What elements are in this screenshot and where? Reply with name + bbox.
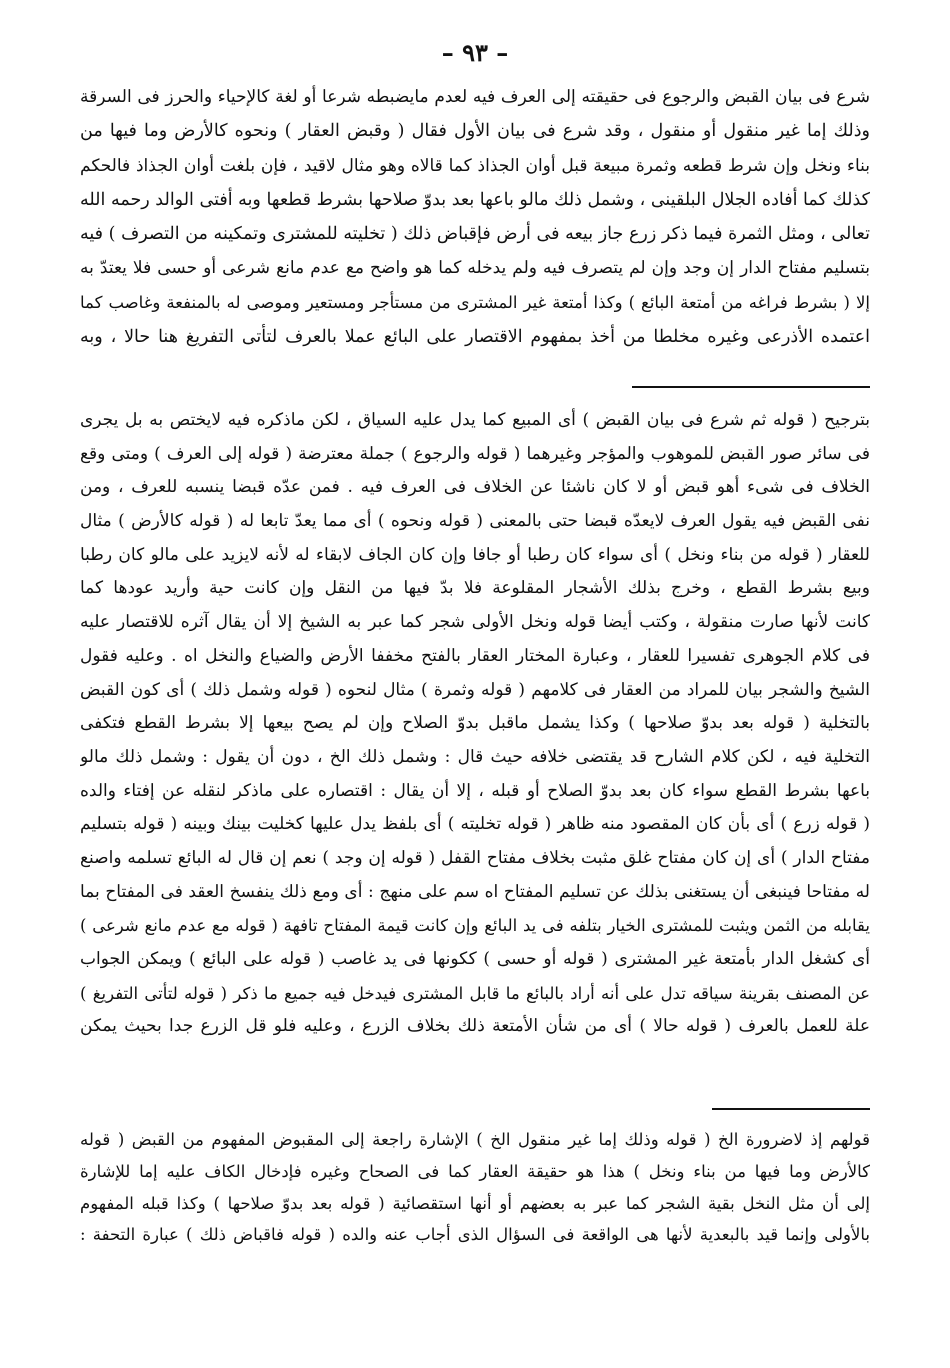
commentary-line: نفى القبض فيه يقول العرف لايعدّه قبضا حتى بالمعنى ( قوله ونحوه ) أى مما يعدّ تابعا له ( قوله كالأرض ) مثال [80,511,870,532]
separator-line [632,386,870,388]
footnote-line: كالأرض وما فيها من بناء ونخل ) هذا هو حقيقة العقار كما فى الصحاح وغيره فإدخال الكاف عليه إما للإشارة [80,1161,870,1181]
footnote-block [80,1124,870,1251]
footnote-line: إلى أن مثل النخل بقية الشجر كما عبر به بعضهم أو أنها استقصائية ( قوله بعد بدوّ صلاحها ) وكذا قبله المفهوم [80,1193,870,1213]
commentary-line: أى كشغل الدار بأمتعة غير المشترى ( قوله أو حسى ) ككونها فى يد غاصب ( قوله على البائع ) ويمكن الجواب [80,949,870,969]
commentary-line: كانت لأنها صارت منقولة ، وكتب أيضا قوله ونخل الأولى شجر كما عبر به الشيخ إلا أن يقال آثره للاقتصار عليه [80,612,870,633]
commentary-line: له مفتاحا فينبغى أن يستغنى بذلك عن تسليم المفتاح اه سم على منهج : أى ومع ذلك ينفسخ العقد فى المفتاح بما [80,881,870,902]
commentary-block [80,404,870,1044]
footnote-line: قولهم إذ لاضرورة الخ ( قوله وذلك إما غير منقول الخ ) الإشارة راجعة إلى المقبوض المفهوم من القبض ( قوله [80,1130,870,1149]
commentary-line: باعها بشرط القطع سواء كان بعد بدوّ الصلاح أو قبله ، إلا أن يقال : اقتصاره على ماذكر لنقله عن إفتاء والده [80,780,870,801]
commentary-line: التخلية فيه ، لكن كلام الشارح قد يقتضى خلافه حيث قال : وشمل ذلك الخ ، دون أن يقول : وشمل ذلك مالو [80,746,870,767]
commentary-line: يقابله من الثمن ويثبت للمشترى الخيار بتلفه فى يد البائع وإن كانت قيمة المفتاح تافهة ( قوله مع عدم مانع شرعى ) [80,916,870,936]
page-number: – ٩٣ – [441,38,509,67]
commentary-line: للعقار ( قوله من بناء ونخل ) أى سواء كان رطبا أو جافا وإن كان الجاف لابقاء له لأنه لايزيد على مالو كان رطبا [80,544,870,565]
commentary-line: عن المصنف بقرينة سياقه تدل على أنه أراد بالبائع ما قابل المشترى فيدخل فيه جميع ما ذكر ( قوله لتأتى التفريغ ) [80,983,870,1003]
main-text-line: شرع فى بيان القبض والرجوع فى حقيقته إلى العرف فيه لعدم مايضبطه شرعا أو لغة كالإحياء والحرز فى السرقة [80,87,870,107]
main-text-line: اعتمده الأذرعى وغيره مخلطا من أخذ بمفهوم الاقتصار على البائع عملا بالعرف لتأتى التفريغ هنا حالا ، وبه [80,327,870,348]
main-text-line: تعالى ، ومثل الثمرة فيما ذكر زرع جاز بيعه فى أرض فإقباض ذلك ( تخليته للمشترى وتمكينه من التصرف ) فيه [80,224,870,245]
main-text-line: كذلك كما أفاده الجلال البلقينى ، وشمل ذلك مالو باعها بعد بدوّ صلاحها بشرط قطعها وبه أفتى الوالد رحمه الله [80,189,870,210]
commentary-line: الخلاف فى شىء أهو قبض أو لا كان ناشئا عن الخلاف فى العرف فيه . فمن عدّه قبضا ينسبه للعرف ، ومن [80,477,870,498]
commentary-line: بالتخلية ( قوله بعد بدوّ صلاحها ) وكذا يشمل ماقبل بدوّ الصلاح وإن لم يصح بيعها إلا بشرط القطع فتكفى [80,713,870,734]
commentary-line: وبيع بشرط القطع ، وخرج بذلك الأشجار المقلوعة فلا بدّ فيها من النقل وإن كانت حية وأريد عودها كما [80,578,870,599]
main-text-line: بناء ونخل وإن شرط قطعه وثمرة مبيعة قبل أوان الجذاذ كما قالاه وهو مثال لاقيد ، فإن بلغت أوان الجذاذ فالحكم [80,155,870,176]
commentary-line: ( قوله زرع ) أى بأن كان المقصود منه ظاهر ( قوله تخليته ) أى بلفظ يدل عليها كخليت بينك وبينه ( قوله بتسليم [80,814,870,835]
footnote-line: بالأولى وإنما قيد بالبعدية لأنها هى الواقعة فى السؤال الذى أجاب عنه والده ( قوله فاقباض ذلك ) عبارة التحفة : [80,1225,870,1245]
separator-line-footnote [712,1108,870,1110]
main-text-block [80,80,870,354]
commentary-line: علة للعمل بالعرف ( قوله حالا ) أى من شأن الأمتعة ذلك بخلاف الزرع ، وعليه فلو قل الزرع جدا بحيث يمكن [80,1016,870,1037]
main-text-line: إلا ( بشرط فراغه من أمتعة البائع ) وكذا أمتعة غير المشترى من مستأجر ومستعير وموصى له بالمنفعة وغاصب كما [80,292,870,312]
commentary-line: فى كلام الجوهرى تفسيرا للعقار ، وعبارة المختار العقار بالفتح مخففا الأرض والضياع والنخل اه . وعليه فقول [80,645,870,666]
commentary-line: فى سائر صور القبض للموهوب والمؤجر وغيرهما ( قوله والرجوع ) جملة معترضة ( قوله إلى العرف ) ومتى وقع [80,443,870,464]
commentary-line: مفتاح الدار ) أى إن كان مفتاح غلق مثبت بخلاف مفتاح القفل ( قوله إن وجد ) نعم إن قال له البائع تسلمه واصنع [80,847,870,868]
main-text-line: وذلك إما غير منقول أو منقول ، وقد شرع فى بيان الأول فقال ( وقبض العقار ) ونحوه كالأرض وما فيها من [80,121,870,142]
main-text-line: بتسليم مفتاح الدار إن وجد وإن لم يتصرف فيه ولم يدخله كما هو واضح مع عدم مانع شرعى أو حسى فلا يعتدّ به [80,258,870,279]
commentary-line: الشيخ والشجر بيان للمراد من العقار فى كلامهم ( قوله وثمرة ) مثال لنحوه ( قوله وشمل ذلك ) أى كون القبض [80,679,870,700]
commentary-line: بترجيح ( قوله ثم شرع فى بيان القبض ) أى المبيع كما يدل عليه السياق ، لكن ماذكره فيه لايختص به بل يجرى [80,410,870,430]
